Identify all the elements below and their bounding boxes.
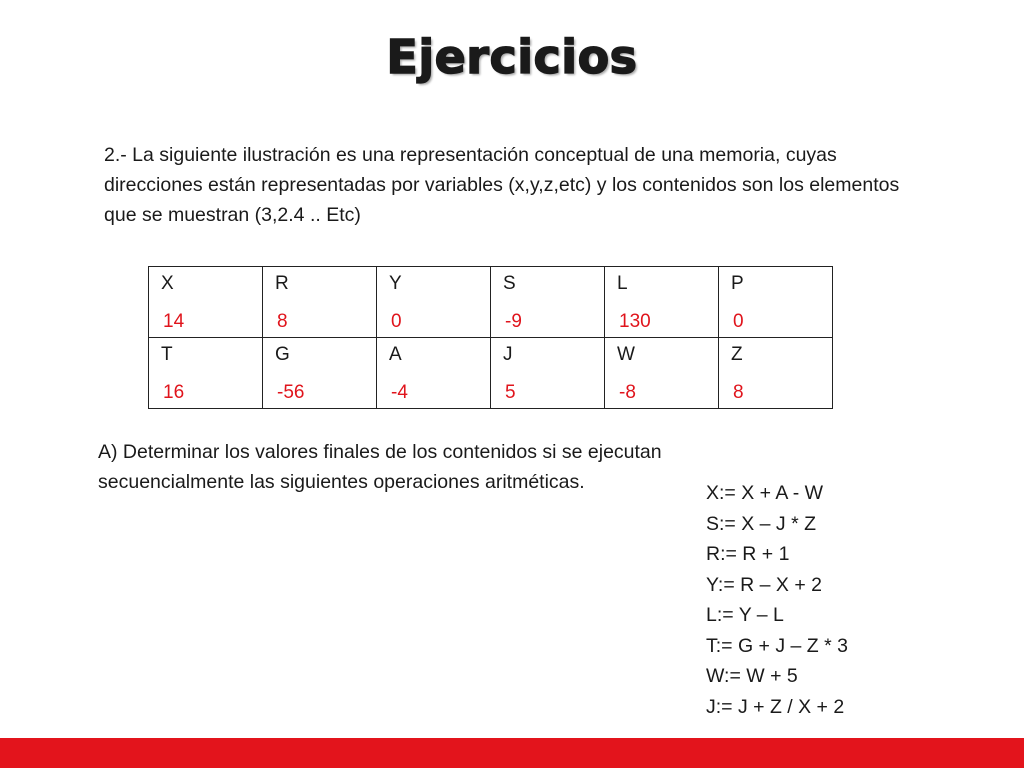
operation-item: J:= J + Z / X + 2 [706, 695, 845, 718]
memory-content-value: 130 [619, 311, 651, 332]
operation-item: X:= X + A - W [706, 482, 824, 504]
memory-cell [149, 267, 263, 338]
memory-address-label: L [617, 273, 628, 294]
operation-item: S:= X – J * Z [706, 512, 817, 535]
memory-cell [719, 338, 833, 409]
operation-item: T:= G + J – Z * 3 [706, 634, 848, 657]
memory-content-value: 0 [733, 311, 744, 332]
memory-content-value: 8 [733, 382, 744, 403]
memory-content-value: 16 [163, 382, 185, 403]
memory-content-value: 8 [277, 311, 288, 332]
operation-item: W:= W + 5 [706, 665, 798, 687]
memory-content-value: -9 [505, 311, 522, 332]
memory-cell [263, 267, 377, 338]
memory-cell [719, 267, 833, 338]
memory-cell [491, 267, 605, 338]
memory-content-value: 14 [163, 311, 185, 332]
memory-address-label: W [617, 344, 635, 365]
memory-cell [491, 338, 605, 409]
memory-address-label: A [389, 344, 402, 365]
memory-cell [263, 338, 377, 409]
memory-row [149, 267, 833, 338]
part-a-instructions: A) Determinar los valores finales de los contenidos si se ejecutan secuencialmente las siguientes operaciones aritméticas. [98, 441, 662, 493]
memory-content-value: -56 [277, 382, 305, 403]
memory-address-label: Z [731, 344, 743, 365]
memory-address-label: Y [389, 273, 402, 294]
operations-list [706, 478, 848, 722]
memory-cell [605, 338, 719, 409]
slide-title: Ejercicios [386, 30, 638, 84]
memory-address-label: J [503, 344, 513, 365]
memory-cell [149, 338, 263, 409]
memory-address-label: T [161, 344, 173, 365]
memory-content-value: 5 [505, 382, 516, 403]
memory-cell [605, 267, 719, 338]
memory-content-value: -4 [391, 382, 408, 403]
memory-address-label: X [161, 273, 174, 294]
memory-row [149, 338, 833, 409]
memory-content-value: -8 [619, 382, 636, 403]
exercise-intro: 2.- La siguiente ilustración es una representación conceptual de una memoria, cuyas direcciones están representadas por variables (x,y,z,etc) y los contenidos son los elementos que se muestran (3,2.4 .. Etc) [104, 144, 900, 226]
memory-table [148, 266, 833, 409]
memory-cell [377, 338, 491, 409]
operation-item: R:= R + 1 [706, 543, 790, 565]
operation-item: Y:= R – X + 2 [706, 573, 822, 596]
memory-address-label: R [275, 273, 289, 294]
operation-item: L:= Y – L [706, 604, 784, 626]
memory-content-value: 0 [391, 311, 402, 332]
memory-address-label: P [731, 273, 744, 294]
memory-address-label: G [275, 344, 290, 365]
footer-bar [0, 738, 1024, 768]
memory-address-label: S [503, 273, 516, 294]
memory-cell [377, 267, 491, 338]
